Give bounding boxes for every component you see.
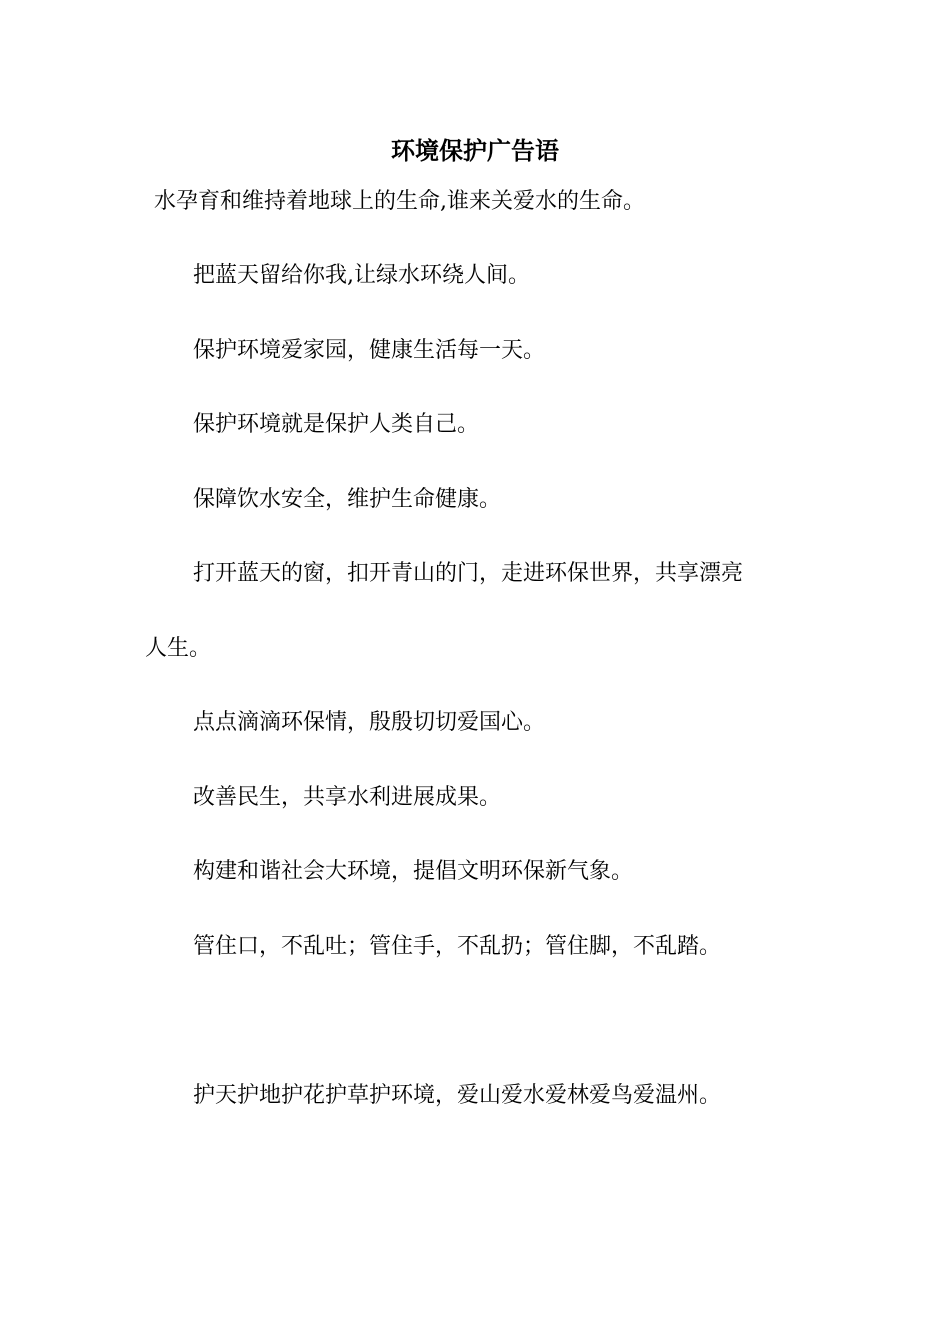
- slogan-line: 护天护地护花护草护环境，爱山爱水爱林爱鸟爱温州。: [193, 1083, 722, 1108]
- slogan-line: 管住口，不乱吐；管住手，不乱扔；管住脚，不乱踏。: [193, 934, 722, 959]
- slogan-line: 水孕育和维持着地球上的生命,谁来关爱水的生命。: [154, 189, 645, 214]
- document-title: 环境保护广告语: [391, 136, 559, 165]
- slogan-line: 点点滴滴环保情，殷殷切切爱国心。: [193, 710, 546, 735]
- slogan-line: 保护环境就是保护人类自己。: [193, 412, 480, 437]
- slogan-line: 保护环境爱家园，健康生活每一天。: [193, 338, 546, 363]
- slogan-line: 把蓝天留给你我,让绿水环绕人间。: [193, 263, 530, 288]
- slogan-line: 构建和谐社会大环境，提倡文明环保新气象。: [193, 859, 634, 884]
- slogan-line: 改善民生，共享水利进展成果。: [193, 785, 502, 810]
- slogan-line: 打开蓝天的窗，扣开青山的门，走进环保世界，共享漂亮: [193, 561, 744, 586]
- slogan-line: 保障饮水安全，维护生命健康。: [193, 487, 502, 512]
- slogan-line-continuation: 人生。: [145, 636, 212, 661]
